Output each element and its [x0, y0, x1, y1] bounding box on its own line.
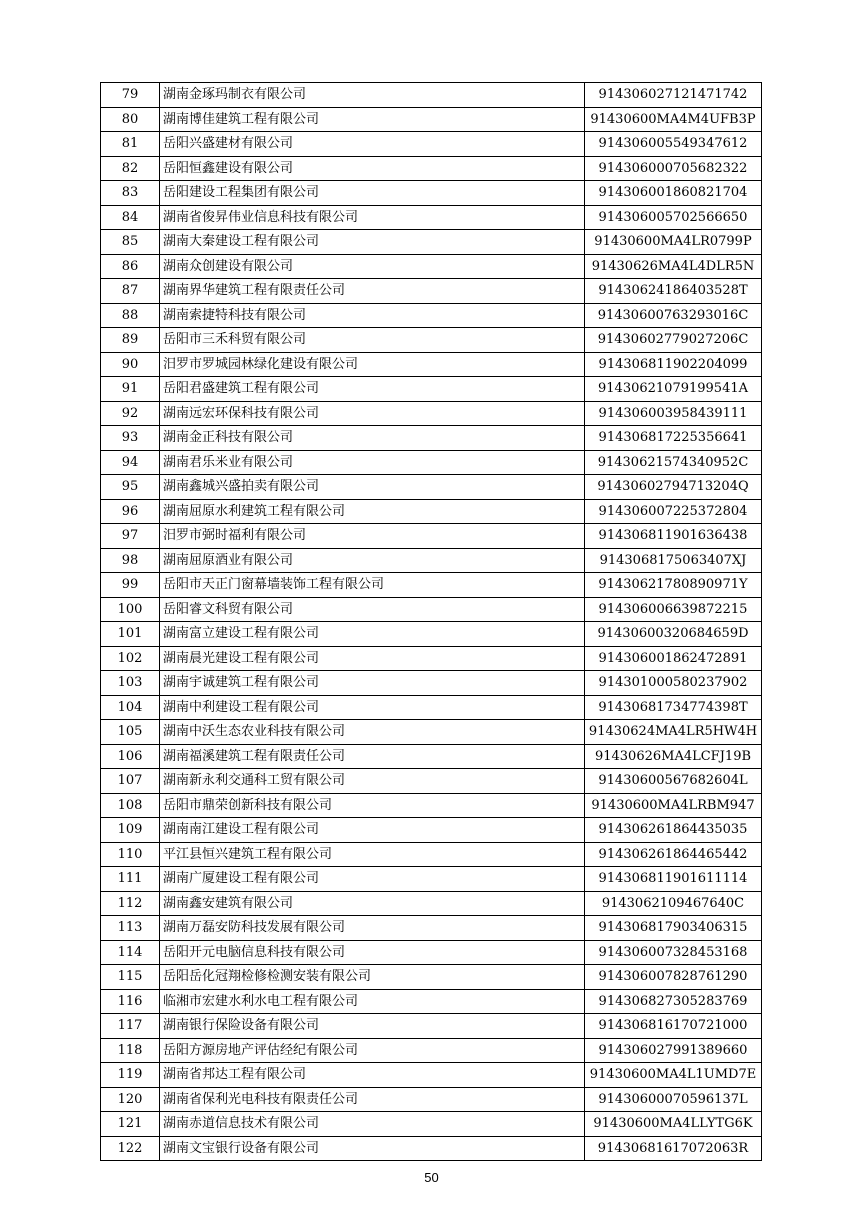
table-row — [101, 965, 762, 990]
row-number: 117 — [101, 1014, 160, 1039]
table-row — [101, 475, 762, 500]
table-row — [101, 671, 762, 696]
table-row — [101, 279, 762, 304]
credit-code: 91430600MA4M4UFB3P — [585, 107, 762, 132]
row-number: 80 — [101, 107, 160, 132]
row-number: 92 — [101, 401, 160, 426]
table-row — [101, 499, 762, 524]
row-number: 116 — [101, 989, 160, 1014]
credit-code: 914306816170721000 — [585, 1014, 762, 1039]
company-name: 湖南屈原水利建筑工程有限公司 — [160, 499, 585, 524]
row-number: 103 — [101, 671, 160, 696]
table-row — [101, 254, 762, 279]
credit-code: 914301000580237902 — [585, 671, 762, 696]
row-number: 94 — [101, 450, 160, 475]
company-registry-table — [100, 82, 762, 1161]
table-row — [101, 205, 762, 230]
company-name: 临湘市宏建水利水电工程有限公司 — [160, 989, 585, 1014]
table-row — [101, 622, 762, 647]
company-name: 岳阳君盛建筑工程有限公司 — [160, 377, 585, 402]
table-row — [101, 891, 762, 916]
row-number: 119 — [101, 1063, 160, 1088]
company-name: 湖南鑫安建筑有限公司 — [160, 891, 585, 916]
row-number: 96 — [101, 499, 160, 524]
credit-code: 914306027991389660 — [585, 1038, 762, 1063]
credit-code: 91430621079199541A — [585, 377, 762, 402]
company-name: 湖南界华建筑工程有限责任公司 — [160, 279, 585, 304]
company-name: 湖南南江建设工程有限公司 — [160, 818, 585, 843]
row-number: 100 — [101, 597, 160, 622]
company-name: 湖南文宝银行设备有限公司 — [160, 1136, 585, 1161]
credit-code: 914306007828761290 — [585, 965, 762, 990]
table-row — [101, 352, 762, 377]
company-name: 湖南宇诚建筑工程有限公司 — [160, 671, 585, 696]
row-number: 114 — [101, 940, 160, 965]
row-number: 81 — [101, 132, 160, 157]
credit-code: 914306811902204099 — [585, 352, 762, 377]
table-row — [101, 548, 762, 573]
row-number: 86 — [101, 254, 160, 279]
company-name: 湖南赤道信息技术有限公司 — [160, 1112, 585, 1137]
table-row — [101, 156, 762, 181]
row-number: 97 — [101, 524, 160, 549]
company-name: 汨罗市弼时福利有限公司 — [160, 524, 585, 549]
company-name: 岳阳恒鑫建设有限公司 — [160, 156, 585, 181]
table-row — [101, 1014, 762, 1039]
company-name: 湖南福溪建筑工程有限责任公司 — [160, 744, 585, 769]
row-number: 122 — [101, 1136, 160, 1161]
credit-code: 91430621574340952C — [585, 450, 762, 475]
company-name: 湖南鑫城兴盛拍卖有限公司 — [160, 475, 585, 500]
row-number: 99 — [101, 573, 160, 598]
credit-code: 91430624MA4LR5HW4H — [585, 720, 762, 745]
company-name: 岳阳建设工程集团有限公司 — [160, 181, 585, 206]
company-name: 湖南省俊昇伟业信息科技有限公司 — [160, 205, 585, 230]
company-name: 岳阳方源房地产评估经纪有限公司 — [160, 1038, 585, 1063]
credit-code: 914306007225372804 — [585, 499, 762, 524]
credit-code: 91430600320684659D — [585, 622, 762, 647]
row-number: 84 — [101, 205, 160, 230]
row-number: 93 — [101, 426, 160, 451]
company-name: 湖南晨光建设工程有限公司 — [160, 646, 585, 671]
company-name: 岳阳开元电脑信息科技有限公司 — [160, 940, 585, 965]
company-name: 湖南索捷特科技有限公司 — [160, 303, 585, 328]
credit-code: 914306006639872215 — [585, 597, 762, 622]
credit-code: 914306827305283769 — [585, 989, 762, 1014]
row-number: 83 — [101, 181, 160, 206]
credit-code: 9143062109467640C — [585, 891, 762, 916]
table-row — [101, 1063, 762, 1088]
company-name: 岳阳兴盛建材有限公司 — [160, 132, 585, 157]
company-name: 湖南广厦建设工程有限公司 — [160, 867, 585, 892]
row-number: 104 — [101, 695, 160, 720]
row-number: 102 — [101, 646, 160, 671]
credit-code: 91430681617072063R — [585, 1136, 762, 1161]
table-row — [101, 1112, 762, 1137]
company-name: 岳阳睿文科贸有限公司 — [160, 597, 585, 622]
table-row — [101, 303, 762, 328]
table-row — [101, 842, 762, 867]
company-name: 平江县恒兴建筑工程有限公司 — [160, 842, 585, 867]
company-name: 湖南博佳建筑工程有限公司 — [160, 107, 585, 132]
credit-code: 914306005549347612 — [585, 132, 762, 157]
company-name: 岳阳岳化冠翔检修检测安装有限公司 — [160, 965, 585, 990]
credit-code: 914306811901636438 — [585, 524, 762, 549]
credit-code: 91430600567682604L — [585, 769, 762, 794]
credit-code: 91430621780890971Y — [585, 573, 762, 598]
table-row — [101, 1087, 762, 1112]
table-row — [101, 793, 762, 818]
table-row — [101, 328, 762, 353]
credit-code: 914306027121471742 — [585, 83, 762, 108]
table-row — [101, 401, 762, 426]
page-number: 50 — [424, 1170, 439, 1185]
credit-code: 91430626MA4LCFJ19B — [585, 744, 762, 769]
company-name: 湖南君乐米业有限公司 — [160, 450, 585, 475]
row-number: 79 — [101, 83, 160, 108]
company-name: 岳阳市天正门窗幕墙装饰工程有限公司 — [160, 573, 585, 598]
company-name: 湖南万磊安防科技发展有限公司 — [160, 916, 585, 941]
table-row — [101, 450, 762, 475]
table-row — [101, 107, 762, 132]
table-row — [101, 940, 762, 965]
table-row — [101, 426, 762, 451]
table-row — [101, 573, 762, 598]
row-number: 101 — [101, 622, 160, 647]
row-number: 87 — [101, 279, 160, 304]
table-body — [101, 83, 762, 1161]
table-row — [101, 867, 762, 892]
table-row — [101, 1038, 762, 1063]
company-name: 湖南省保利光电科技有限责任公司 — [160, 1087, 585, 1112]
credit-code: 914306811901611114 — [585, 867, 762, 892]
company-name: 岳阳市三禾科贸有限公司 — [160, 328, 585, 353]
company-name: 湖南远宏环保科技有限公司 — [160, 401, 585, 426]
table-row — [101, 181, 762, 206]
company-name: 汨罗市罗城园林绿化建设有限公司 — [160, 352, 585, 377]
company-name: 湖南银行保险设备有限公司 — [160, 1014, 585, 1039]
row-number: 95 — [101, 475, 160, 500]
credit-code: 914306005702566650 — [585, 205, 762, 230]
row-number: 89 — [101, 328, 160, 353]
row-number: 109 — [101, 818, 160, 843]
table-row — [101, 230, 762, 255]
credit-code: 91430624186403528T — [585, 279, 762, 304]
row-number: 113 — [101, 916, 160, 941]
credit-code: 91430602779027206C — [585, 328, 762, 353]
table-row — [101, 83, 762, 108]
company-name: 湖南金正科技有限公司 — [160, 426, 585, 451]
row-number: 82 — [101, 156, 160, 181]
credit-code: 914306000705682322 — [585, 156, 762, 181]
row-number: 111 — [101, 867, 160, 892]
company-name: 湖南大秦建设工程有限公司 — [160, 230, 585, 255]
company-name: 湖南中沃生态农业科技有限公司 — [160, 720, 585, 745]
table-row — [101, 1136, 762, 1161]
credit-code: 91430626MA4L4DLR5N — [585, 254, 762, 279]
company-name: 湖南众创建设有限公司 — [160, 254, 585, 279]
row-number: 106 — [101, 744, 160, 769]
row-number: 91 — [101, 377, 160, 402]
company-name: 湖南新永利交通科工贸有限公司 — [160, 769, 585, 794]
table-row — [101, 818, 762, 843]
row-number: 85 — [101, 230, 160, 255]
table-row — [101, 524, 762, 549]
company-name: 湖南屈原酒业有限公司 — [160, 548, 585, 573]
company-name: 湖南金琢玛制衣有限公司 — [160, 83, 585, 108]
row-number: 110 — [101, 842, 160, 867]
row-number: 112 — [101, 891, 160, 916]
credit-code: 914306261864435035 — [585, 818, 762, 843]
company-name: 湖南省邦达工程有限公司 — [160, 1063, 585, 1088]
credit-code: 91430600MA4LR0799P — [585, 230, 762, 255]
credit-code: 91430602794713204Q — [585, 475, 762, 500]
table-row — [101, 769, 762, 794]
row-number: 108 — [101, 793, 160, 818]
row-number: 90 — [101, 352, 160, 377]
credit-code: 91430681734774398T — [585, 695, 762, 720]
row-number: 120 — [101, 1087, 160, 1112]
credit-code: 914306001860821704 — [585, 181, 762, 206]
table-row — [101, 377, 762, 402]
row-number: 107 — [101, 769, 160, 794]
table-row — [101, 646, 762, 671]
row-number: 88 — [101, 303, 160, 328]
credit-code: 91430600MA4LRBM947 — [585, 793, 762, 818]
credit-code: 914306007328453168 — [585, 940, 762, 965]
credit-code: 91430600MA4L1UMD7E — [585, 1063, 762, 1088]
table-row — [101, 597, 762, 622]
table-row — [101, 916, 762, 941]
credit-code: 91430600070596137L — [585, 1087, 762, 1112]
row-number: 115 — [101, 965, 160, 990]
credit-code: 914306001862472891 — [585, 646, 762, 671]
table-row — [101, 744, 762, 769]
credit-code: 9143068175063407XJ — [585, 548, 762, 573]
table-row — [101, 695, 762, 720]
credit-code: 914306261864465442 — [585, 842, 762, 867]
row-number: 118 — [101, 1038, 160, 1063]
company-name: 湖南中利建设工程有限公司 — [160, 695, 585, 720]
credit-code: 91430600763293016C — [585, 303, 762, 328]
credit-code: 914306817225356641 — [585, 426, 762, 451]
credit-code: 914306817903406315 — [585, 916, 762, 941]
table-row — [101, 720, 762, 745]
row-number: 121 — [101, 1112, 160, 1137]
row-number: 105 — [101, 720, 160, 745]
row-number: 98 — [101, 548, 160, 573]
credit-code: 91430600MA4LLYTG6K — [585, 1112, 762, 1137]
company-name: 湖南富立建设工程有限公司 — [160, 622, 585, 647]
table-row — [101, 989, 762, 1014]
company-name: 岳阳市鼎荣创新科技有限公司 — [160, 793, 585, 818]
credit-code: 914306003958439111 — [585, 401, 762, 426]
table-row — [101, 132, 762, 157]
